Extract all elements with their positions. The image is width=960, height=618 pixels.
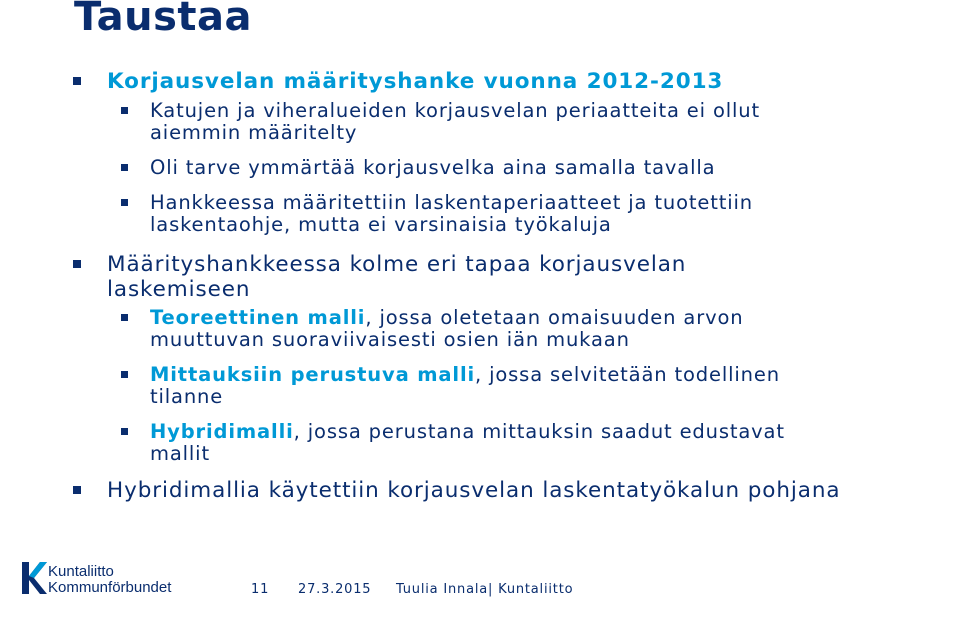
bullet-hybrid-rest: , jossa perustana mittauksin saadut edustavat: [293, 420, 785, 443]
bullet-measurement-line2: tilanne: [150, 385, 224, 408]
bullet-square-icon: [121, 199, 128, 206]
bullet-hybrid-bold: Hybridimalli: [150, 420, 294, 443]
bullet-need-text: Oli tarve ymmärtää korjausvelka aina samalla tavalla: [150, 156, 716, 179]
bullet-square-icon: [121, 164, 128, 171]
bullet-square-icon: [121, 107, 128, 114]
bullet-three-ways-line2: laskemiseen: [107, 277, 251, 302]
slide-title: Taustaa: [74, 0, 253, 40]
logo-line2: Kommunförbundet: [48, 579, 172, 596]
bullet-principles: [150, 100, 760, 144]
bullet-principles-line2: aiemmin määritelty: [150, 121, 358, 144]
bullet-measurement: [150, 364, 780, 408]
bullet-principles-line1: Katujen ja viheralueiden korjausvelan periaatteita ei ollut: [150, 99, 760, 122]
kuntaliitto-logo: [20, 556, 190, 600]
bullet-three-ways-line1: Määrityshankkeessa kolme eri tapaa korjausvelan: [107, 252, 687, 277]
bullet-square-icon: [121, 314, 128, 321]
bullet-hybrid-used: [107, 478, 840, 503]
bullet-square-icon: [73, 260, 81, 268]
footer-author: Tuulia Innala| Kuntaliitto: [396, 582, 574, 597]
bullet-square-icon: [121, 371, 128, 378]
bullet-theoretical-line2: muuttuvan suoraviivaisesti osien iän mukaan: [150, 328, 630, 351]
bullet-need: [150, 157, 715, 179]
bullet-measurement-bold: Mittauksiin perustuva malli: [150, 363, 476, 386]
footer-page-number: 11: [251, 582, 270, 597]
kuntaliitto-k-icon: [20, 558, 48, 598]
bullet-theoretical-rest: , jossa oletetaan omaisuuden arvon: [365, 306, 744, 329]
bullet-defined: [150, 192, 753, 236]
logo-line1: Kuntaliitto: [48, 563, 114, 580]
bullet-defined-line1: Hankkeessa määritettiin laskentaperiaatteet ja tuotettiin: [150, 191, 753, 214]
bullet-theoretical-bold: Teoreettinen malli: [150, 306, 366, 329]
bullet-project-text: Korjausvelan määrityshanke vuonna 2012-2013: [107, 69, 724, 94]
bullet-hybrid-line2: mallit: [150, 442, 210, 465]
bullet-defined-line2: laskentaohje, mutta ei varsinaisia työkaluja: [150, 213, 612, 236]
footer-date: 27.3.2015: [298, 582, 372, 597]
bullet-square-icon: [73, 77, 81, 85]
bullet-square-icon: [73, 486, 81, 494]
bullet-hybrid: [150, 421, 785, 465]
bullet-three-ways: [107, 252, 686, 302]
bullet-hybrid-used-text: Hybridimallia käytettiin korjausvelan laskentatyökalun pohjana: [107, 478, 841, 503]
bullet-measurement-rest: , jossa selvitetään todellinen: [475, 363, 780, 386]
bullet-project: [107, 69, 723, 94]
bullet-theoretical: [150, 307, 743, 351]
bullet-square-icon: [121, 428, 128, 435]
